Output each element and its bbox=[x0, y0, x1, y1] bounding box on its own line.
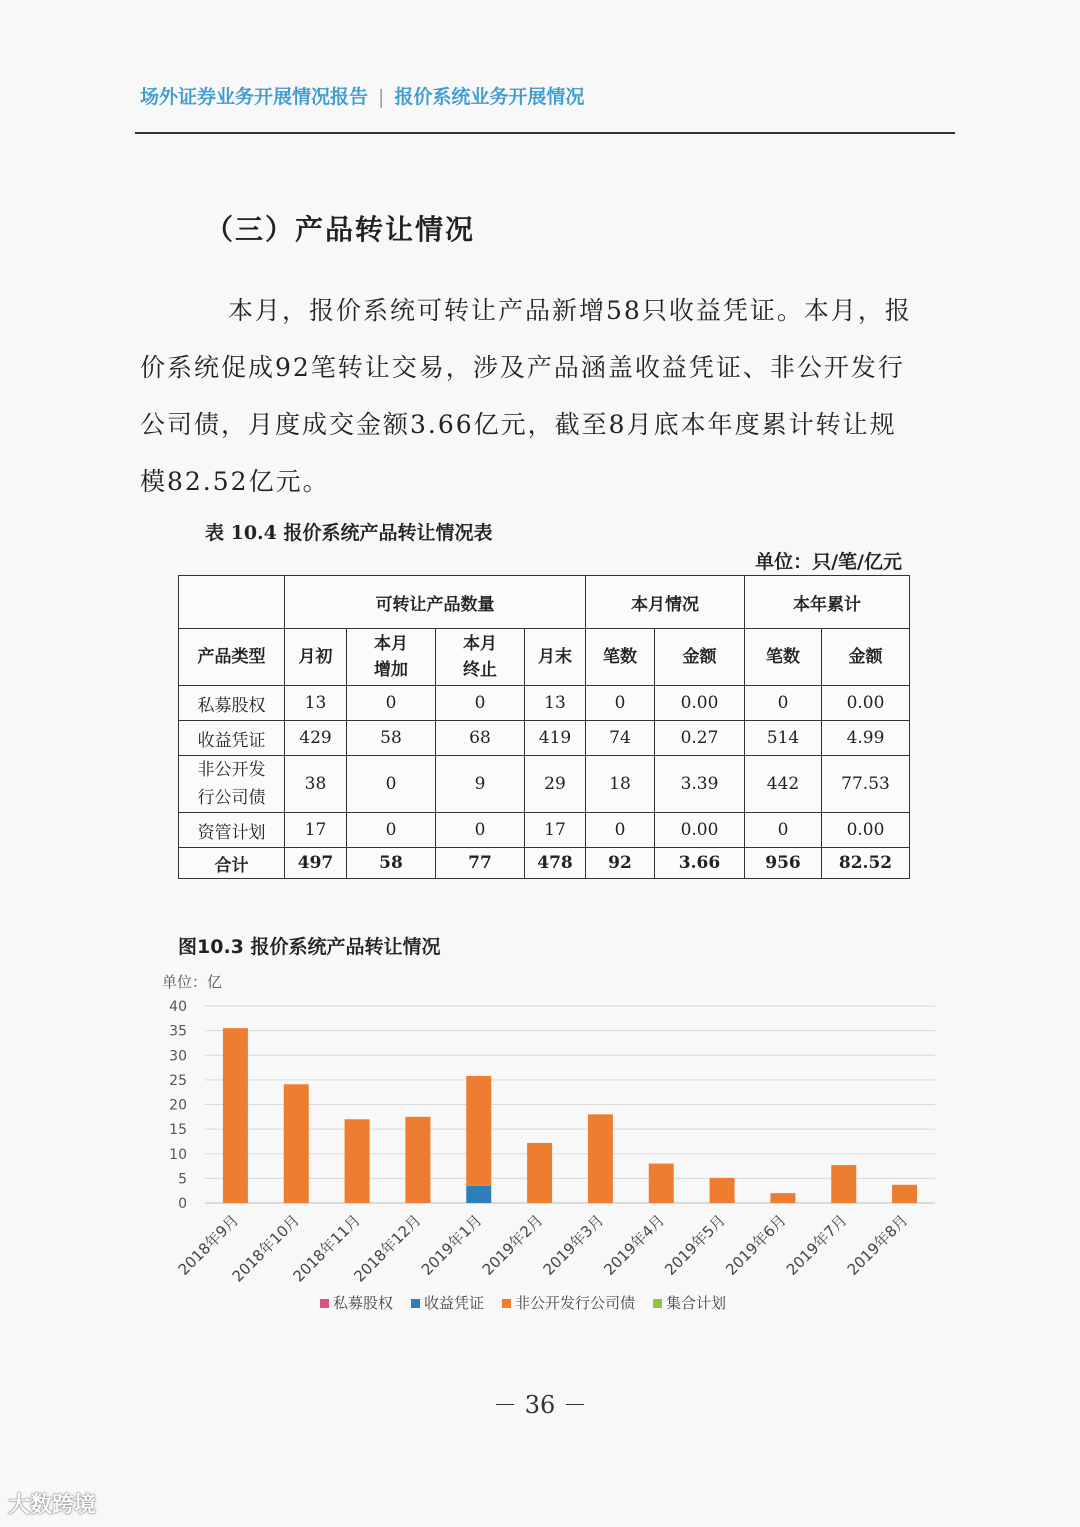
column-header-text: 本月 bbox=[374, 634, 408, 654]
bar-segment bbox=[345, 1119, 370, 1203]
legend-item bbox=[653, 1292, 726, 1313]
x-tick-label: 2018年11月 bbox=[289, 1211, 364, 1286]
value-cell: 13 bbox=[285, 686, 347, 721]
header-rule bbox=[135, 132, 955, 134]
value-cell: 0 bbox=[436, 813, 525, 848]
product-type-cell-text: 非公开发 bbox=[197, 760, 266, 780]
table-row bbox=[179, 686, 910, 721]
legend-label: 集合计划 bbox=[666, 1294, 727, 1312]
column-header-text: 本月 bbox=[463, 634, 497, 654]
table-caption: 表 10.4 报价系统产品转让情况表 bbox=[205, 522, 493, 544]
total-value-cell: 497 bbox=[285, 848, 347, 879]
bar-segment bbox=[710, 1178, 735, 1203]
column-header-text: 月初 bbox=[298, 647, 333, 667]
y-tick-label: 25 bbox=[169, 1072, 187, 1089]
value-cell: 0.27 bbox=[655, 721, 745, 756]
section-title: （三）产品转让情况 bbox=[205, 213, 476, 246]
value-cell: 17 bbox=[525, 813, 586, 848]
value-cell: 29 bbox=[525, 756, 586, 813]
legend-swatch bbox=[411, 1299, 420, 1308]
total-value-cell: 956 bbox=[745, 848, 822, 879]
total-label-cell bbox=[179, 848, 285, 879]
legend-swatch bbox=[502, 1299, 511, 1308]
y-tick-label: 5 bbox=[178, 1171, 187, 1188]
bar-segment bbox=[466, 1076, 491, 1186]
y-tick-label: 30 bbox=[169, 1048, 187, 1065]
value-cell: 38 bbox=[285, 756, 347, 813]
column-header-text: 金额 bbox=[682, 647, 717, 667]
column-header-text: 笔数 bbox=[766, 647, 800, 667]
table-row bbox=[179, 756, 910, 813]
bar-segment bbox=[527, 1143, 552, 1203]
legend-item bbox=[320, 1292, 393, 1313]
column-header-text: 增加 bbox=[374, 660, 408, 680]
bar-segment bbox=[223, 1028, 248, 1203]
value-cell: 0 bbox=[745, 813, 822, 848]
column-header bbox=[179, 629, 285, 686]
table-row bbox=[179, 721, 910, 756]
x-tick-label: 2019年2月 bbox=[478, 1211, 547, 1279]
column-header bbox=[525, 629, 586, 686]
column-header bbox=[655, 629, 745, 686]
x-tick-label: 2019年8月 bbox=[843, 1211, 912, 1279]
bar-segment bbox=[466, 1186, 491, 1203]
paragraph-line: 价系统促成92笔转让交易，涉及产品涵盖收益凭证、非公开发行 bbox=[140, 353, 905, 382]
paragraph-line: 本月，报价系统可转让产品新增58只收益凭证。本月，报 bbox=[228, 296, 912, 325]
total-value-cell: 82.52 bbox=[822, 848, 910, 879]
bar-segment bbox=[284, 1084, 309, 1203]
watermark: 大数跨境 bbox=[8, 1493, 97, 1518]
header-separator: | bbox=[378, 86, 385, 108]
bar-segment bbox=[770, 1193, 795, 1203]
x-tick-label: 2019年5月 bbox=[661, 1211, 729, 1279]
group-header: 可转让产品数量 bbox=[285, 576, 586, 629]
page-number: － 36 － bbox=[493, 1391, 587, 1419]
product-type-cell-text: 收益凭证 bbox=[197, 730, 266, 751]
paragraph-line: 公司债，月度成交金额3.66亿元，截至8月底本年度累计转让规 bbox=[140, 410, 897, 439]
product-type-cell-text: 行公司债 bbox=[197, 788, 266, 808]
y-axis-unit-label: 单位：亿 bbox=[162, 973, 223, 991]
value-cell: 0.00 bbox=[655, 813, 745, 848]
column-header-text: 月末 bbox=[538, 647, 572, 667]
legend-swatch bbox=[320, 1299, 329, 1308]
value-cell: 18 bbox=[586, 756, 655, 813]
table-row bbox=[179, 813, 910, 848]
y-tick-label: 20 bbox=[169, 1097, 187, 1114]
value-cell: 4.99 bbox=[822, 721, 910, 756]
bar-segment bbox=[892, 1185, 917, 1203]
value-cell: 3.39 bbox=[655, 756, 745, 813]
value-cell: 0.00 bbox=[822, 686, 910, 721]
value-cell: 0 bbox=[745, 686, 822, 721]
legend-item bbox=[502, 1292, 635, 1313]
value-cell: 17 bbox=[285, 813, 347, 848]
column-header bbox=[822, 629, 910, 686]
legend-label: 非公开发行公司债 bbox=[515, 1294, 636, 1312]
column-header-text: 产品类型 bbox=[197, 647, 266, 667]
value-cell: 77.53 bbox=[822, 756, 910, 813]
value-cell: 514 bbox=[745, 721, 822, 756]
total-row bbox=[179, 848, 910, 879]
column-header bbox=[285, 629, 347, 686]
product-type-cell bbox=[179, 721, 285, 756]
x-tick-label: 2018年10月 bbox=[228, 1211, 304, 1286]
bar-segment bbox=[649, 1164, 674, 1203]
value-cell: 0 bbox=[586, 813, 655, 848]
x-tick-label: 2019年7月 bbox=[782, 1211, 851, 1279]
transfer-table bbox=[178, 575, 910, 879]
product-type-cell bbox=[179, 686, 285, 721]
product-type-cell-text: 资管计划 bbox=[197, 822, 266, 843]
total-label-cell-text: 合计 bbox=[214, 855, 249, 876]
legend-label: 收益凭证 bbox=[424, 1294, 485, 1312]
header-section-title: 报价系统业务开展情况 bbox=[394, 86, 585, 108]
x-tick-label: 2019年1月 bbox=[417, 1211, 486, 1279]
value-cell: 0.00 bbox=[822, 813, 910, 848]
y-tick-label: 35 bbox=[169, 1023, 187, 1040]
value-cell: 0 bbox=[586, 686, 655, 721]
column-header-text: 笔数 bbox=[603, 647, 637, 667]
y-tick-label: 40 bbox=[169, 999, 187, 1015]
bar-segment bbox=[831, 1165, 856, 1203]
legend-label: 私募股权 bbox=[333, 1294, 394, 1312]
total-value-cell: 478 bbox=[525, 848, 586, 879]
value-cell: 0.00 bbox=[655, 686, 745, 721]
total-value-cell: 92 bbox=[586, 848, 655, 879]
x-tick-label: 2019年3月 bbox=[539, 1211, 608, 1279]
value-cell: 13 bbox=[525, 686, 586, 721]
x-tick-label: 2019年4月 bbox=[600, 1211, 669, 1279]
header-report-title: 场外证券业务开展情况报告 bbox=[140, 86, 369, 108]
column-header bbox=[436, 629, 525, 686]
body-paragraph bbox=[140, 282, 950, 510]
chart-title: 图10.3 报价系统产品转让情况 bbox=[178, 936, 441, 958]
table-unit: 单位：只/笔/亿元 bbox=[755, 551, 902, 573]
group-header: 本月情况 bbox=[586, 576, 745, 629]
product-type-cell bbox=[179, 756, 285, 813]
column-header-text: 终止 bbox=[463, 660, 497, 680]
legend-item bbox=[411, 1292, 484, 1313]
value-cell: 442 bbox=[745, 756, 822, 813]
column-header bbox=[347, 629, 436, 686]
value-cell: 74 bbox=[586, 721, 655, 756]
product-type-cell bbox=[179, 813, 285, 848]
header-blank-cell bbox=[179, 576, 285, 629]
bar-segment bbox=[588, 1114, 613, 1203]
total-value-cell: 77 bbox=[436, 848, 525, 879]
total-value-cell: 58 bbox=[347, 848, 436, 879]
value-cell: 419 bbox=[525, 721, 586, 756]
report-header bbox=[140, 82, 584, 109]
group-header: 本年累计 bbox=[745, 576, 910, 629]
bar-segment bbox=[405, 1117, 430, 1203]
y-tick-label: 0 bbox=[178, 1196, 187, 1212]
value-cell: 58 bbox=[347, 721, 436, 756]
chart-legend bbox=[320, 1292, 744, 1313]
column-header bbox=[586, 629, 655, 686]
y-tick-label: 15 bbox=[169, 1122, 187, 1139]
y-tick-label: 10 bbox=[169, 1146, 187, 1163]
value-cell: 0 bbox=[347, 813, 436, 848]
value-cell: 0 bbox=[347, 686, 436, 721]
x-tick-label: 2018年9月 bbox=[174, 1211, 243, 1279]
value-cell: 429 bbox=[285, 721, 347, 756]
value-cell: 0 bbox=[436, 686, 525, 721]
x-tick-label: 2018年12月 bbox=[350, 1211, 425, 1286]
column-header-text: 金额 bbox=[848, 647, 883, 667]
value-cell: 9 bbox=[436, 756, 525, 813]
x-tick-label: 2019年6月 bbox=[722, 1211, 790, 1279]
transfer-bar-chart bbox=[150, 962, 950, 1292]
column-header bbox=[745, 629, 822, 686]
paragraph-line: 模82.52亿元。 bbox=[140, 467, 330, 496]
value-cell: 0 bbox=[347, 756, 436, 813]
value-cell: 68 bbox=[436, 721, 525, 756]
product-type-cell-text: 私募股权 bbox=[197, 695, 266, 716]
legend-swatch bbox=[653, 1299, 662, 1308]
total-value-cell: 3.66 bbox=[655, 848, 745, 879]
